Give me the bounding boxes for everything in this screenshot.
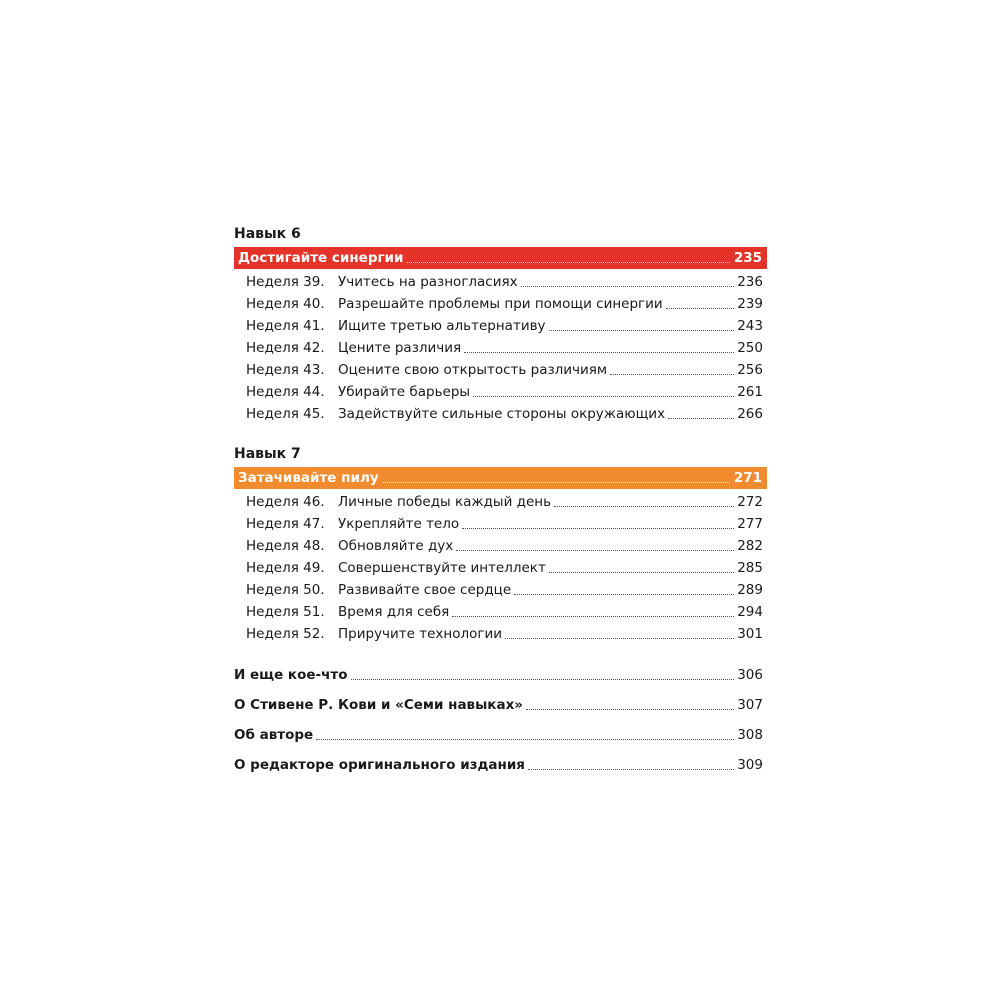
week-entry[interactable] [234, 623, 767, 645]
week-number: Неделя 39. [246, 274, 325, 290]
week-entry[interactable] [234, 513, 767, 535]
dot-leader [351, 679, 735, 680]
page-number: 266 [737, 406, 763, 422]
week-title: Оцените свою открытость различиям [338, 362, 608, 378]
page-number: 272 [737, 494, 763, 510]
week-title: Задействуйте сильные стороны окружающих [338, 406, 666, 422]
week-entry[interactable] [234, 271, 767, 293]
page-number: 294 [737, 604, 763, 620]
dot-leader [526, 709, 734, 710]
week-number: Неделя 50. [246, 582, 325, 598]
week-title: Цените различия [338, 340, 462, 356]
week-title: Время для себя [338, 604, 450, 620]
dot-leader [407, 262, 729, 263]
page-number: 285 [737, 560, 763, 576]
page-number: 306 [737, 667, 763, 683]
week-list [234, 271, 767, 425]
entry-title: Об авторе [234, 727, 314, 743]
week-number: Неделя 43. [246, 362, 325, 378]
week-title: Приручите технологии [338, 626, 503, 642]
dot-leader [610, 374, 734, 375]
week-title: Разрешайте проблемы при помощи синергии [338, 296, 663, 312]
page-number: 282 [737, 538, 763, 554]
week-title: Развивайте свое сердце [338, 582, 512, 598]
week-number: Неделя 46. [246, 494, 325, 510]
entry-title: О редакторе оригинального издания [234, 757, 525, 773]
dot-leader [528, 769, 734, 770]
week-number: Неделя 49. [246, 560, 325, 576]
week-number: Неделя 47. [246, 516, 325, 532]
page-number: 256 [737, 362, 763, 378]
dot-leader [549, 330, 735, 331]
week-number: Неделя 40. [246, 296, 325, 312]
week-number: Неделя 52. [246, 626, 325, 642]
week-entry[interactable] [234, 491, 767, 513]
page-number: 261 [737, 384, 763, 400]
skill-label: Навык 6 [234, 226, 301, 242]
week-entry[interactable] [234, 535, 767, 557]
dot-leader [473, 396, 734, 397]
dot-leader [452, 616, 734, 617]
week-entry[interactable] [234, 337, 767, 359]
page-number: 307 [737, 697, 763, 713]
main-entry-list [234, 664, 767, 776]
page-number: 250 [737, 340, 763, 356]
dot-leader [383, 482, 730, 483]
week-entry[interactable] [234, 293, 767, 315]
page-number: 236 [737, 274, 763, 290]
week-number: Неделя 51. [246, 604, 325, 620]
main-entry[interactable] [234, 724, 767, 746]
skill-label: Навык 7 [234, 446, 301, 462]
week-title: Укрепляйте тело [338, 516, 460, 532]
dot-leader [464, 352, 734, 353]
week-entry[interactable] [234, 601, 767, 623]
main-entry[interactable] [234, 664, 767, 686]
skill-title: Затачивайте пилу [238, 470, 379, 486]
dot-leader [521, 286, 735, 287]
page-number: 309 [737, 757, 763, 773]
page-number: 301 [737, 626, 763, 642]
dot-leader [462, 528, 734, 529]
week-title: Совершенствуйте интеллект [338, 560, 546, 576]
page-number: 271 [733, 470, 762, 486]
skill-section-7 [234, 444, 767, 645]
week-entry[interactable] [234, 359, 767, 381]
week-title: Личные победы каждый день [338, 494, 552, 510]
dot-leader [505, 638, 734, 639]
entry-title: О Стивене Р. Кови и «Семи навыках» [234, 697, 524, 713]
dot-leader [316, 739, 734, 740]
skill-title: Достигайте синергии [238, 250, 404, 266]
table-of-contents [234, 224, 767, 784]
skill-banner[interactable] [234, 247, 767, 269]
week-entry[interactable] [234, 579, 767, 601]
week-number: Неделя 48. [246, 538, 325, 554]
week-number: Неделя 44. [246, 384, 325, 400]
week-entry[interactable] [234, 557, 767, 579]
main-entry[interactable] [234, 754, 767, 776]
skill-banner[interactable] [234, 467, 767, 489]
dot-leader [549, 572, 734, 573]
week-title: Учитесь на разногласиях [338, 274, 518, 290]
week-number: Неделя 42. [246, 340, 325, 356]
week-title: Убирайте барьеры [338, 384, 471, 400]
week-number: Неделя 41. [246, 318, 325, 334]
week-entry[interactable] [234, 381, 767, 403]
week-entry[interactable] [234, 315, 767, 337]
week-list [234, 491, 767, 645]
dot-leader [514, 594, 734, 595]
page-number: 243 [737, 318, 763, 334]
week-entry[interactable] [234, 403, 767, 425]
week-title: Ищите третью альтернативу [338, 318, 546, 334]
week-title: Обновляйте дух [338, 538, 454, 554]
dot-leader [666, 308, 735, 309]
dot-leader [554, 506, 734, 507]
section-spacer [234, 425, 767, 444]
skill-section-6 [234, 224, 767, 425]
dot-leader [456, 550, 734, 551]
page-number: 308 [737, 727, 763, 743]
week-number: Неделя 45. [246, 406, 325, 422]
page-number: 277 [737, 516, 763, 532]
page-number: 235 [733, 250, 762, 266]
page-number: 289 [737, 582, 763, 598]
page-number: 239 [737, 296, 763, 312]
main-entry[interactable] [234, 694, 767, 716]
dot-leader [668, 418, 734, 419]
entry-title: И еще кое-что [234, 667, 348, 683]
